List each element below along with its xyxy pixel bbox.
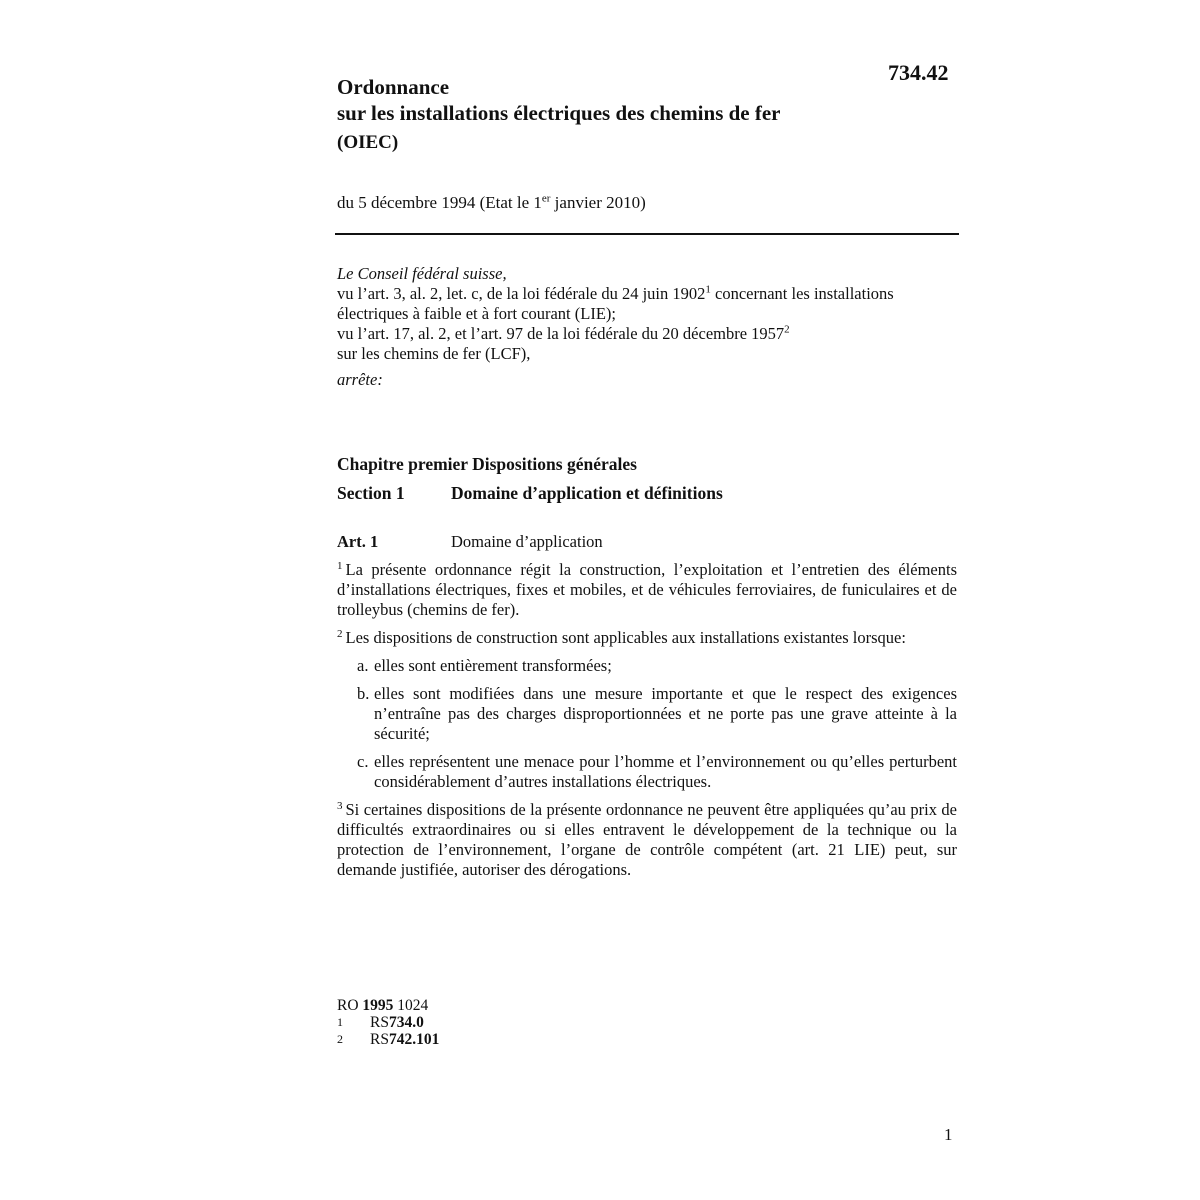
list-text: elles sont modifiées dans une mesure importante et que le respect des exigences n’entraîne pas des charges disproportionnées et ne porte pas une grave atteinte à la sécurité; (374, 684, 957, 743)
article-label: Art. 1 (337, 532, 379, 551)
paragraph-number: 2 (337, 627, 343, 640)
document-title (337, 74, 781, 156)
footnote-prefix: RS (370, 1031, 389, 1048)
ro-prefix: RO (337, 997, 363, 1014)
paragraph-text: La présente ordonnance régit la construction, l’exploitation et l’entretien des éléments d’installations électriques, fixes et mobiles, et de véhicules ferroviaires, de funiculaires et de trolleybus (chemins de fer). (337, 560, 957, 619)
article-paragraph-3 (337, 800, 957, 880)
date-line (337, 193, 646, 213)
list-text: elles sont entièrement transformées; (374, 656, 612, 675)
footnote-number: 2 (337, 1032, 343, 1046)
list-letter: c. (357, 752, 369, 771)
article-title: Domaine d’application (451, 532, 603, 551)
sr-number: 734.42 (888, 60, 949, 85)
list-item (337, 684, 957, 744)
preamble-basis-2-rest: sur les chemins de fer (LCF), (337, 344, 531, 363)
list-item (337, 656, 957, 676)
title-line-2: sur les installations électriques des chemins de fer (337, 101, 781, 125)
section-label: Section 1 (337, 483, 405, 503)
paragraph-text: Les dispositions de construction sont applicables aux installations existantes lorsque: (345, 628, 906, 647)
date-superscript: er (541, 192, 551, 205)
page-number: 1 (944, 1125, 953, 1144)
conditions-list (337, 656, 957, 792)
footnote-2 (337, 1031, 439, 1048)
preamble-basis-2-text: vu l’art. 17, al. 2, et l’art. 97 de la loi fédérale du 20 décembre 1957 (337, 324, 785, 343)
footnote-number: 1 (337, 1015, 343, 1029)
footnote-1 (337, 1014, 439, 1031)
title-abbreviation: (OIEC) (337, 132, 399, 153)
article-paragraph-2 (337, 628, 957, 648)
list-letter: b. (357, 684, 370, 703)
section-title: Domaine d’application et définitions (451, 483, 723, 503)
footnote-ref: 742.101 (388, 1031, 440, 1048)
title-line-1: Ordonnance (337, 75, 450, 99)
paragraph-number: 3 (337, 799, 343, 812)
list-letter: a. (357, 656, 369, 675)
list-item (337, 752, 957, 792)
ro-year: 1995 (362, 997, 394, 1014)
preamble-basis-1-rest: concernant les installations électriques à faible et à fort courant (LIE); (337, 284, 894, 323)
date-prefix: du 5 décembre 1994 (Etat le 1 (337, 193, 542, 212)
preamble-basis-2 (337, 324, 958, 364)
preamble-basis-1 (337, 284, 958, 324)
paragraph-number: 1 (337, 559, 343, 572)
header-divider (335, 233, 959, 235)
footnotes (337, 997, 439, 1048)
preamble-basis-1-text: vu l’art. 3, al. 2, let. c, de la loi fédérale du 24 juin 1902 (337, 284, 706, 303)
preamble-decree: arrête: (337, 370, 383, 389)
footnote-ref-2[interactable]: 2 (784, 323, 790, 336)
preamble-authority: Le Conseil fédéral suisse, (337, 264, 507, 283)
ro-page: 1024 (393, 997, 429, 1014)
footnote-prefix: RS (370, 1014, 389, 1031)
article-heading (337, 532, 603, 552)
footnote-ref: 734.0 (388, 1014, 424, 1031)
section-heading (337, 483, 723, 504)
list-text: elles représentent une menace pour l’homme et l’environnement ou qu’elles perturbent considérablement d’autres installations électriques. (374, 752, 957, 791)
preamble (337, 264, 958, 390)
footnote-ref-1[interactable]: 1 (705, 283, 711, 296)
article-body (337, 560, 957, 888)
article-paragraph-1 (337, 560, 957, 620)
paragraph-text: Si certaines dispositions de la présente ordonnance ne peuvent être appliquées qu’au prix de difficultés extraordinaires ou si elles entravent le développement de la technique ou la protection de l’environnement, l’organe de contrôle compétent (art. 21 LIE) peut, sur demande justifiée, autoriser des dérogations. (337, 800, 957, 879)
chapter-heading: Chapitre premier Dispositions générales (337, 454, 637, 474)
ro-reference (337, 997, 439, 1014)
date-suffix: janvier 2010) (550, 193, 646, 212)
